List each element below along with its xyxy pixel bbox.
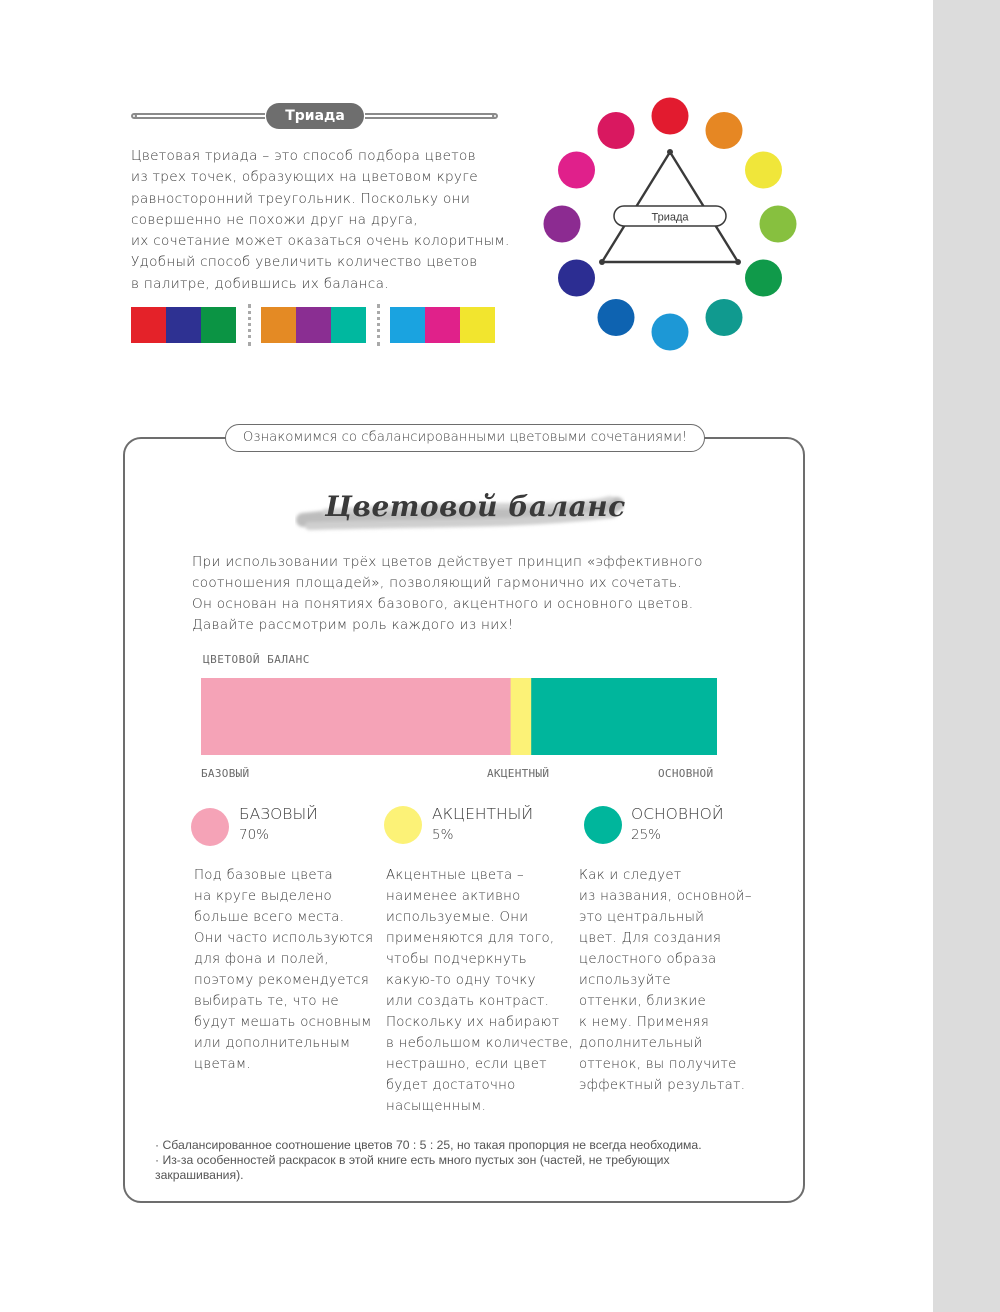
palette-swatch xyxy=(201,307,236,343)
palette-divider xyxy=(248,304,251,346)
palette-swatch xyxy=(425,307,460,343)
triad-description xyxy=(131,146,521,295)
description-line: оттенки, близкие xyxy=(579,994,706,1009)
triad-palette-2 xyxy=(261,307,366,343)
description-line: чтобы подчеркнуть xyxy=(386,952,527,967)
description-line: Они часто используются xyxy=(194,931,374,946)
wheel-color-dot xyxy=(745,152,782,189)
header-rule-cap-left xyxy=(131,113,137,119)
description-line: используйте xyxy=(579,973,671,988)
balance-bar-segment xyxy=(201,678,511,755)
bar-label-main: ОСНОВНОЙ xyxy=(658,767,714,780)
intro-line: Он основан на понятиях базового, акцентного и основного цветов. xyxy=(192,596,694,612)
description-line: используемые. Они xyxy=(386,910,529,925)
description-line: Поскольку их набирают xyxy=(386,1015,560,1030)
header-rule-right xyxy=(365,113,495,119)
description-line: цветам. xyxy=(194,1057,251,1072)
triad-text-line: из трех точек, образующих на цветовом круге xyxy=(131,169,478,186)
wheel-color-dot xyxy=(598,112,635,149)
description-line: из названия, основной– xyxy=(579,889,752,904)
legend-name-accent: АКЦЕНТНЫЙ xyxy=(432,805,534,823)
triad-heading: Триада xyxy=(266,103,364,129)
description-line: будет достаточно xyxy=(386,1078,516,1093)
wheel-color-dot xyxy=(745,260,782,297)
description-line: Акцентные цвета – xyxy=(386,868,524,883)
triad-palette-3 xyxy=(390,307,495,343)
description-line: в небольшом количестве, xyxy=(386,1036,574,1051)
page-edge-strip xyxy=(933,0,1000,1312)
description-main xyxy=(579,865,769,1096)
header-rule-cap-right xyxy=(492,113,498,119)
description-base xyxy=(194,865,384,1075)
description-accent xyxy=(386,865,576,1117)
triad-text-line: в палитре, добившись их баланса. xyxy=(131,275,389,292)
color-wheel xyxy=(540,96,800,356)
palette-swatch xyxy=(390,307,425,343)
legend-percent-accent: 5% xyxy=(432,827,454,843)
description-line: нестрашно, если цвет xyxy=(386,1057,547,1072)
wheel-color-dot xyxy=(598,299,635,336)
balance-bar xyxy=(201,678,717,755)
wheel-color-dot xyxy=(760,206,797,243)
description-line: оттенок, вы получите xyxy=(579,1057,737,1072)
description-line: на круге выделено xyxy=(194,889,332,904)
wheel-color-dot xyxy=(706,112,743,149)
palette-swatch xyxy=(131,307,166,343)
footnote: закрашивания). xyxy=(155,1168,244,1182)
intro-line: соотношения площадей», позволяющий гармонично их сочетать. xyxy=(192,575,682,591)
triad-text-line: их сочетание может оказаться очень колоритным. xyxy=(131,233,510,250)
description-line: какую-то одну точку xyxy=(386,973,536,988)
description-line: дополнительный xyxy=(579,1036,703,1051)
footnote: · Сбалансированное соотношение цветов 70 : 5 : 25, но такая пропорция не всегда необходима. xyxy=(155,1138,702,1152)
legend-dot-accent xyxy=(384,806,422,844)
wheel-color-dot xyxy=(652,98,689,135)
description-line: Как и следует xyxy=(579,868,682,883)
wheel-label: Триада xyxy=(651,211,689,224)
triad-text-line: равносторонний треугольник. Поскольку они xyxy=(131,190,471,207)
palette-swatch xyxy=(296,307,331,343)
triad-palette-1 xyxy=(131,307,236,343)
wheel-color-dot xyxy=(544,206,581,243)
palette-swatch xyxy=(166,307,201,343)
bar-label-accent: АКЦЕНТНЫЙ xyxy=(487,767,550,780)
palette-swatch xyxy=(331,307,366,343)
description-line: выбирать те, что не xyxy=(194,994,339,1009)
bar-label-base: БАЗОВЫЙ xyxy=(201,767,250,780)
description-line: поэтому рекомендуется xyxy=(194,973,370,988)
triangle-vertex xyxy=(735,259,741,265)
palette-divider xyxy=(377,304,380,346)
balance-bar-segment xyxy=(531,678,717,755)
triad-text-line: Удобный способ увеличить количество цветов xyxy=(131,254,478,271)
description-line: наименее активно xyxy=(386,889,521,904)
balance-intro xyxy=(192,552,752,636)
card-tab-label: Ознакомимся со сбалансированными цветовыми сочетаниями! xyxy=(225,424,705,452)
description-line: больше всего места. xyxy=(194,910,345,925)
triangle-vertex xyxy=(599,259,605,265)
header-rule-left xyxy=(134,113,265,119)
wheel-color-dot xyxy=(558,260,595,297)
legend-name-main: ОСНОВНОЙ xyxy=(631,805,724,823)
description-line: это центральный xyxy=(579,910,705,925)
intro-line: Давайте рассмотрим роль каждого из них! xyxy=(192,617,514,633)
description-line: или создать контраст. xyxy=(386,994,550,1009)
description-line: для фона и полей, xyxy=(194,952,329,967)
wheel-color-dot xyxy=(558,152,595,189)
intro-line: При использовании трёх цветов действует принцип «эффективного xyxy=(192,554,703,570)
legend-dot-base xyxy=(191,808,229,846)
description-line: или дополнительным xyxy=(194,1036,351,1051)
triangle-vertex xyxy=(667,149,673,155)
description-line: эффектный результат. xyxy=(579,1078,746,1093)
palette-swatch xyxy=(261,307,296,343)
description-line: цвет. Для создания xyxy=(579,931,722,946)
description-line: применяются для того, xyxy=(386,931,555,946)
description-line: насыщенным. xyxy=(386,1099,487,1114)
description-line: к нему. Применяя xyxy=(579,1015,709,1030)
footnote: · Из-за особенностей раскрасок в этой книге есть много пустых зон (частей, не требующих xyxy=(155,1153,670,1167)
triad-text-line: совершенно не похожи друг на друга, xyxy=(131,211,418,228)
legend-percent-main: 25% xyxy=(631,827,662,843)
palette-swatch xyxy=(460,307,495,343)
legend-dot-main xyxy=(584,806,622,844)
wheel-color-dot xyxy=(652,314,689,351)
footnotes xyxy=(155,1138,785,1183)
balance-bar-title: ЦВЕТОВОЙ БАЛАНС xyxy=(203,653,310,666)
balance-title-block xyxy=(295,484,625,544)
balance-title: Цветовой баланс xyxy=(325,490,626,523)
description-line: целостного образа xyxy=(579,952,717,967)
legend-name-base: БАЗОВЫЙ xyxy=(239,805,318,823)
wheel-color-dot xyxy=(706,299,743,336)
legend-percent-base: 70% xyxy=(239,827,270,843)
description-line: будут мешать основным xyxy=(194,1015,372,1030)
description-line: Под базовые цвета xyxy=(194,868,333,883)
balance-bar-segment xyxy=(511,678,532,755)
triad-text-line: Цветовая триада – это способ подбора цветов xyxy=(131,148,476,164)
